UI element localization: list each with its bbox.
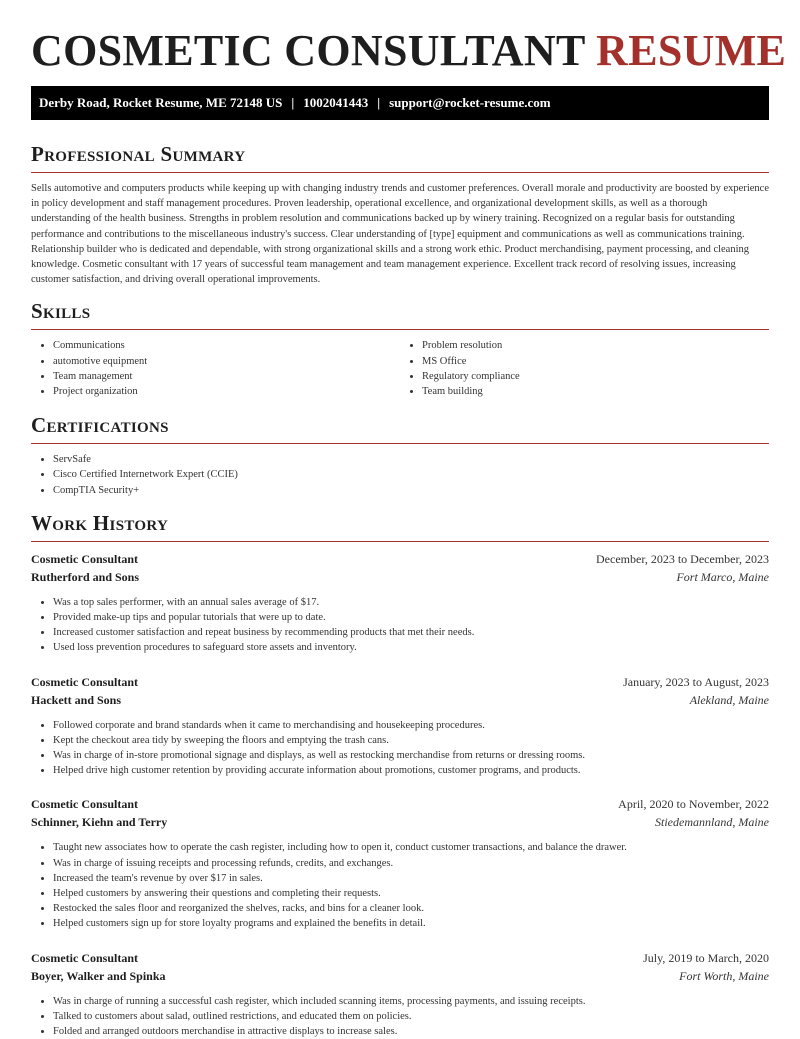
skill-item: • Team building: [422, 384, 769, 399]
job-bullet: • Restocked the sales floor and reorganized the shelves, racks, and bins for a cleaner look.: [53, 901, 769, 916]
work-history-heading: Work History: [31, 511, 769, 542]
job-location: Fort Marco, Maine: [676, 569, 769, 584]
job-company: Rutherford and Sons: [31, 569, 140, 584]
job-location: Stiedemannland, Maine: [655, 815, 769, 830]
certifications-heading: Certifications: [31, 413, 769, 444]
job-bullet: • Helped customers sign up for store loyalty programs and explained the benefits in detail.: [53, 916, 769, 931]
job-bullet: • Increased the team's revenue by over $17 in sales.: [53, 871, 769, 886]
job-company-row: [31, 967, 769, 985]
skill-item: • Regulatory compliance: [422, 369, 769, 384]
job-company: Boyer, Walker and Spinka: [31, 968, 166, 983]
job-bullet: • Was a top sales performer, with an annual sales average of $17.: [53, 595, 769, 610]
skill-item: • Problem resolution: [422, 338, 769, 353]
work-history-section: [31, 511, 769, 1039]
skill-item: • Communications: [53, 338, 400, 353]
job-entry: [31, 795, 769, 931]
resume-title: [31, 26, 787, 76]
job-bullets: [31, 994, 769, 1039]
job-bullet: • Followed corporate and brand standards when it came to merchandising and housekeeping procedures.: [53, 718, 769, 733]
job-company-row: [31, 813, 769, 831]
job-bullet: • Talked to customers about salad, outlined restrictions, and educated them on policies.: [53, 1009, 769, 1024]
contact-bar: [31, 86, 769, 120]
certifications-list: [31, 452, 769, 498]
job-entry: [31, 949, 769, 1039]
job-bullet: • Kept the checkout area tidy by sweeping the floors and emptying the trash cans.: [53, 733, 769, 748]
job-company: Schinner, Kiehn and Terry: [31, 815, 168, 830]
job-bullet: • Used loss prevention procedures to safeguard store assets and inventory.: [53, 640, 769, 655]
job-location: Fort Worth, Maine: [679, 968, 769, 983]
resume-page: [31, 0, 787, 1039]
job-header-row: [31, 673, 769, 691]
job-entry: [31, 673, 769, 779]
skill-item: • Project organization: [53, 384, 400, 399]
job-entry: [31, 550, 769, 656]
skill-item: • automotive equipment: [53, 354, 400, 369]
job-bullets: [31, 840, 769, 931]
contact-phone: 1002041443: [303, 95, 369, 110]
job-title: Cosmetic Consultant: [31, 674, 138, 689]
job-dates: December, 2023 to December, 2023: [596, 551, 769, 566]
certification-item: • Cisco Certified Internetwork Expert (CCIE): [53, 467, 769, 482]
contact-separator: |: [291, 95, 295, 110]
job-header-row: [31, 949, 769, 967]
job-bullet: • Taught new associates how to operate the cash register, including how to open it, conduct customer transactions, and balance the drawer.: [53, 840, 769, 855]
job-title: Cosmetic Consultant: [31, 797, 138, 812]
skills-list-right: [400, 338, 769, 399]
job-bullet: • Increased customer satisfaction and repeat business by recommending products that met their needs.: [53, 625, 769, 640]
job-location: Alekland, Maine: [689, 692, 769, 707]
certifications-section: [31, 413, 769, 498]
contact-address: Derby Road, Rocket Resume, ME 72148 US: [39, 95, 283, 110]
summary-section: [31, 142, 769, 287]
job-dates: July, 2019 to March, 2020: [643, 950, 769, 965]
job-title: Cosmetic Consultant: [31, 950, 138, 965]
skills-list-left: [31, 338, 400, 399]
contact-separator: |: [377, 95, 381, 110]
certification-item: • CompTIA Security+: [53, 483, 769, 498]
job-bullet: • Was in charge of issuing receipts and processing refunds, credits, and exchanges.: [53, 856, 769, 871]
job-title: Cosmetic Consultant: [31, 551, 138, 566]
job-company: Hackett and Sons: [31, 692, 122, 707]
certification-item: • ServSafe: [53, 452, 769, 467]
summary-heading: Professional Summary: [31, 142, 769, 173]
job-header-row: [31, 550, 769, 568]
job-bullet: • Was in charge of in-store promotional signage and displays, as well as restocking merchandise from returns or dressing rooms.: [53, 748, 769, 763]
job-bullet: • Helped customers by answering their questions and completing their requests.: [53, 886, 769, 901]
job-header-row: [31, 795, 769, 813]
job-company-row: [31, 568, 769, 586]
job-bullet: • Provided make-up tips and popular tutorials that were up to date.: [53, 610, 769, 625]
job-bullet: • Was in charge of running a successful cash register, which included scanning items, processing payments, and issuing receipts.: [53, 994, 769, 1009]
job-dates: April, 2020 to November, 2022: [618, 797, 769, 812]
title-accent: RESUME: [596, 26, 787, 75]
skills-columns: [31, 330, 769, 399]
contact-email[interactable]: support@rocket-resume.com: [389, 95, 551, 110]
job-bullets: [31, 595, 769, 656]
job-company-row: [31, 691, 769, 709]
summary-text: Sells automotive and computers products while keeping up with changing industry trends and customer preferences. Overall morale and productivity are boosted by experience in policy development and staff management procedures. Proven leadership, operational excellence, and organizational development skills, as well as a thorough understanding of the health business. Strengths in problem resolution and communications backed up by winery training. Recognized on a regular basis for outstanding performance and contributions to the miscellaneous industry's success. Clear understanding of [type] equipment and communications as well as communications training. Relationship builder who is dedicated and dependable, with strong organizational skills and a strong work ethic. Product merchandising, payment processing, and cleaning knowledge. Cosmetic consultant with 17 years of successful team management and team management experience. Excellent track record of resolving issues, increasing customer satisfaction, and driving overall operational improvements.: [31, 183, 769, 286]
job-dates: January, 2023 to August, 2023: [623, 674, 769, 689]
job-bullets: [31, 718, 769, 779]
title-main: COSMETIC CONSULTANT: [31, 26, 585, 75]
skills-section: [31, 299, 769, 399]
job-bullet: • Helped drive high customer retention by providing accurate information about promotions, customer programs, and products.: [53, 763, 769, 778]
skills-heading: Skills: [31, 299, 769, 330]
job-bullet: • Folded and arranged outdoors merchandise in attractive displays to increase sales.: [53, 1024, 769, 1039]
skill-item: • MS Office: [422, 354, 769, 369]
skill-item: • Team management: [53, 369, 400, 384]
